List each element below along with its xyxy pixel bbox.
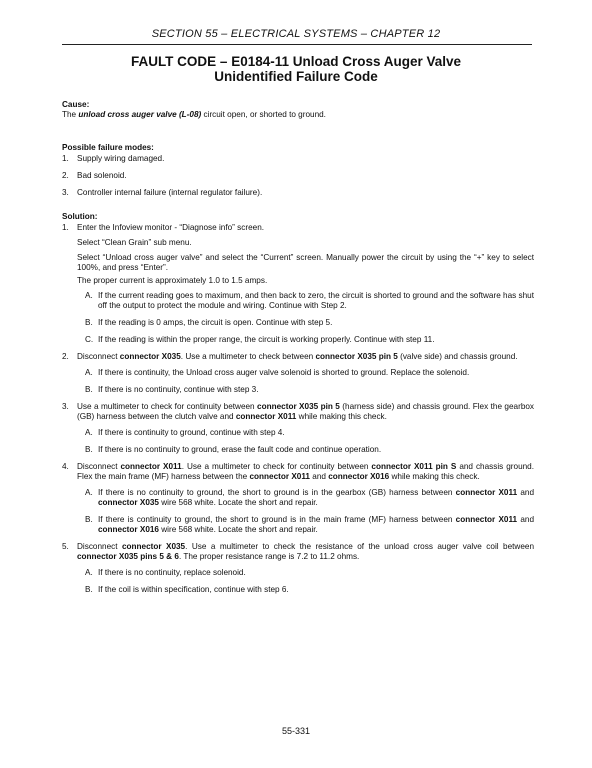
cause-section [62,100,534,120]
substep-a: A. If there is continuity to ground, continue with step 4. [85,428,285,437]
step-text: Disconnect connector X035. Use a multimeter to check between connector X035 pin 5 (valve side) and chassis ground. [77,352,518,361]
substep-a: A. If there is continuity, the Unload cross auger valve solenoid is shorted to ground. Replace the solenoid. [85,368,470,377]
substep-b: B. If the coil is within specification, continue with step 6. [85,585,289,594]
title-line-2: Unidentified Failure Code [214,69,378,84]
step-text: Select “Clean Grain” sub menu. [77,238,192,247]
list-item: 2. Bad solenoid. [62,171,127,180]
solution-step-3: 3. Use a multimeter to check for continuity between connector X035 pin 5 (harness side) and chassis ground. Flex the gearbox (GB) harness between the clutch valve and connector X011 while making this check. A. If there is continuity to ground, continue with step 4. B. If there is no continuity to ground, erase the fault code and continue operation. [62,402,535,454]
substep-b: B. If there is continuity to ground, the short to ground is in the main frame (MF) harness between connector X011 and connector X016 wire 568 white. Locate the short and repair. [85,515,534,534]
title-line-1: FAULT CODE – E0184-11 Unload Cross Auger Valve [130,54,462,69]
substep-b: B. If the reading is 0 amps, the circuit is open. Continue with step 5. [85,318,333,327]
substep-b: B. If there is no continuity to ground, erase the fault code and continue operation. [85,445,382,454]
step-text: Select “Unload cross auger valve” and select the “Current” screen. Manually power the circuit by using the “+” key to select 100%, and press “Enter”. [77,253,534,272]
list-item: 3. Controller internal failure (internal regulator failure). [62,188,263,197]
solution-step-5: 5. Disconnect connector X035. Use a multimeter to check the resistance of the unload cross auger valve coil between connector X035 pins 5 & 6. The proper resistance range is 7.2 to 11.2 ohms. A. If there is no continuity, replace solenoid. B. If the coil is within specification, continue with step 6. [62,542,534,594]
substep-a: A. If there is no continuity, replace solenoid. [85,568,246,577]
solution-section [62,212,534,595]
page-title [0,54,592,84]
substep-a: A. If the current reading goes to maximum, and then back to zero, the circuit is shorted to ground and the software has shut off the output to protect the module and wiring. Continue with Step 2. [85,291,534,310]
failure-modes-label: Possible failure modes: [62,143,154,152]
cause-text: The unload cross auger valve (L-08) circuit open, or shorted to ground. [62,110,326,119]
step-text: Disconnect connector X035. Use a multimeter to check the resistance of the unload cross auger valve coil between connector X035 pins 5 & 6. The proper resistance range is 7.2 to 11.2 ohms. [77,542,534,561]
solution-step-4: 4. Disconnect connector X011. Use a multimeter to check for continuity between connector X011 pin S and chassis ground. Flex the main frame (MF) harness between the connector X011 and connector X016 while making this check. A. If there is no continuity to ground, the short to ground is in the gearbox (GB) harness between connector X011 and connector X035 wire 568 white. Locate the short and repair. B. If there is continuity to ground, the short to ground is in the main frame (MF) harness between connector X011 and connector X016 wire 568 white. Locate the short and repair. [62,462,535,534]
solution-step-1: 1. Enter the Infoview monitor - “Diagnose info” screen. Select “Clean Grain” sub menu. Select “Unload cross auger valve” and select the “Current” screen. Manually power the circuit by using the “+” key to select 100%, and press “Enter”. The proper current is approximately 1.0 to 1.5 amps. A. If the current reading goes to maximum, and then back to zero, the circuit is shorted to ground and the software has shut off the output to protect the module and wiring. Continue with Step 2. B. If the reading is 0 amps, the circuit is open. Continue with step 5. C. If the reading is within the proper range, the circuit is working properly. Continue with step 11. [62,223,534,344]
cause-label: Cause: [62,100,90,109]
step-text: Enter the Infoview monitor - “Diagnose info” screen. [77,223,265,232]
page-number: 55-331 [281,726,311,736]
substep-a: A. If there is no continuity to ground, the short to ground is in the gearbox (GB) harness between connector X011 and connector X035 wire 568 white. Locate the short and repair. [85,488,535,507]
substep-b: B. If there is no continuity, continue with step 3. [85,385,259,394]
substep-c: C. If the reading is within the proper range, the circuit is working properly. Continue with step 11. [85,335,435,344]
list-item: 1. Supply wiring damaged. [62,154,165,163]
solution-step-2: 2. Disconnect connector X035. Use a multimeter to check between connector X035 pin 5 (valve side) and chassis ground. A. If there is continuity, the Unload cross auger valve solenoid is shorted to ground. Replace the solenoid. B. If there is no continuity, continue with step 3. [62,352,534,395]
header-rule [62,44,532,45]
content [62,100,534,595]
step-text: The proper current is approximately 1.0 to 1.5 amps. [77,276,268,285]
solution-label: Solution: [62,212,98,221]
section-header: SECTION 55 – ELECTRICAL SYSTEMS – CHAPTER 12 [151,28,441,40]
step-text: Disconnect connector X011. Use a multimeter to check for continuity between connector X011 pin S and chassis ground. Flex the main frame (MF) harness between the connector X011 and connector X016 while making this check. [77,462,534,481]
step-text: Use a multimeter to check for continuity between connector X035 pin 5 (harness side) and chassis ground. Flex the gearbox (GB) harness between the clutch valve and connector X011 while making this check. [77,402,535,421]
failure-modes-section [62,143,534,198]
